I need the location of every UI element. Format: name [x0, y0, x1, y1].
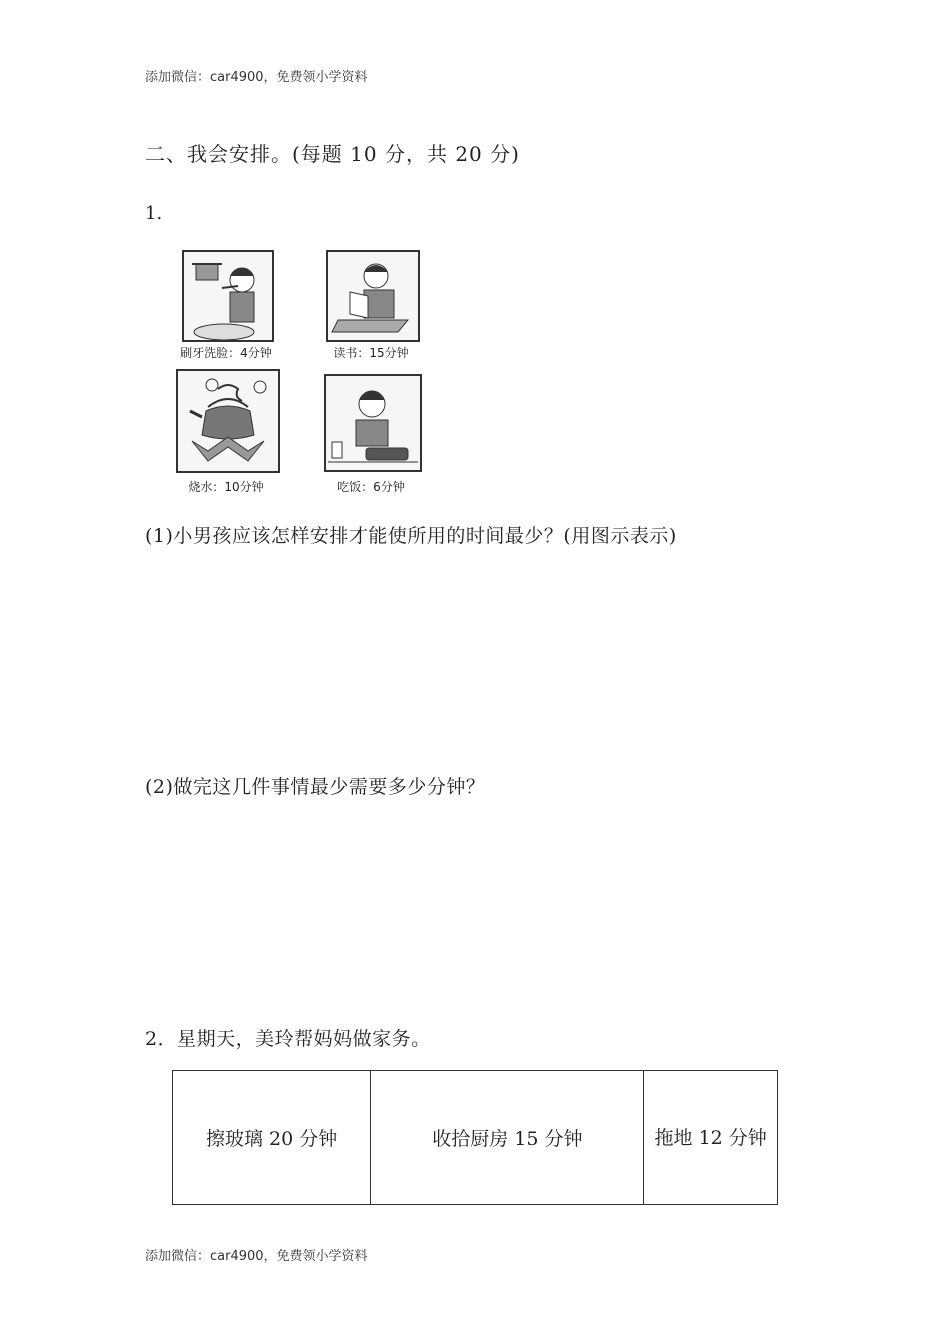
question-1-part-2: (2)做完这几件事情最少需要多少分钟？: [145, 776, 486, 798]
question-2-text: 2．星期天，美玲帮妈妈做家务。: [145, 1028, 431, 1050]
picture-caption-4: 吃饭：6分钟: [337, 480, 405, 494]
eating-meal-icon: [324, 374, 422, 472]
question-1-number: 1.: [145, 203, 163, 224]
section-title: 二、我会安排。(每题 10 分，共 20 分): [145, 142, 520, 166]
footer-note: 添加微信：car4900，免费领小学资料: [145, 1249, 368, 1264]
picture-caption-1: 刷牙洗脸：4分钟: [180, 346, 272, 360]
task-cell-wipe-glass: 擦玻璃 20 分钟: [173, 1071, 371, 1205]
table-row: [173, 1071, 778, 1205]
task-cell-clean-kitchen: 收拾厨房 15 分钟: [371, 1071, 644, 1205]
picture-caption-2: 读书：15分钟: [333, 346, 409, 360]
boiling-kettle-icon: [176, 369, 280, 473]
chores-table: [172, 1070, 778, 1205]
brushing-teeth-icon: [182, 250, 274, 342]
question-1-part-1: (1)小男孩应该怎样安排才能使所用的时间最少？(用图示表示): [145, 525, 677, 547]
picture-caption-3: 烧水：10分钟: [188, 480, 264, 494]
header-note: 添加微信：car4900，免费领小学资料: [145, 70, 368, 85]
task-cell-mop-floor-label: 拖地 12 分钟: [654, 1126, 767, 1149]
task-cell-mop-floor: [644, 1071, 778, 1205]
reading-book-icon: [326, 250, 420, 342]
